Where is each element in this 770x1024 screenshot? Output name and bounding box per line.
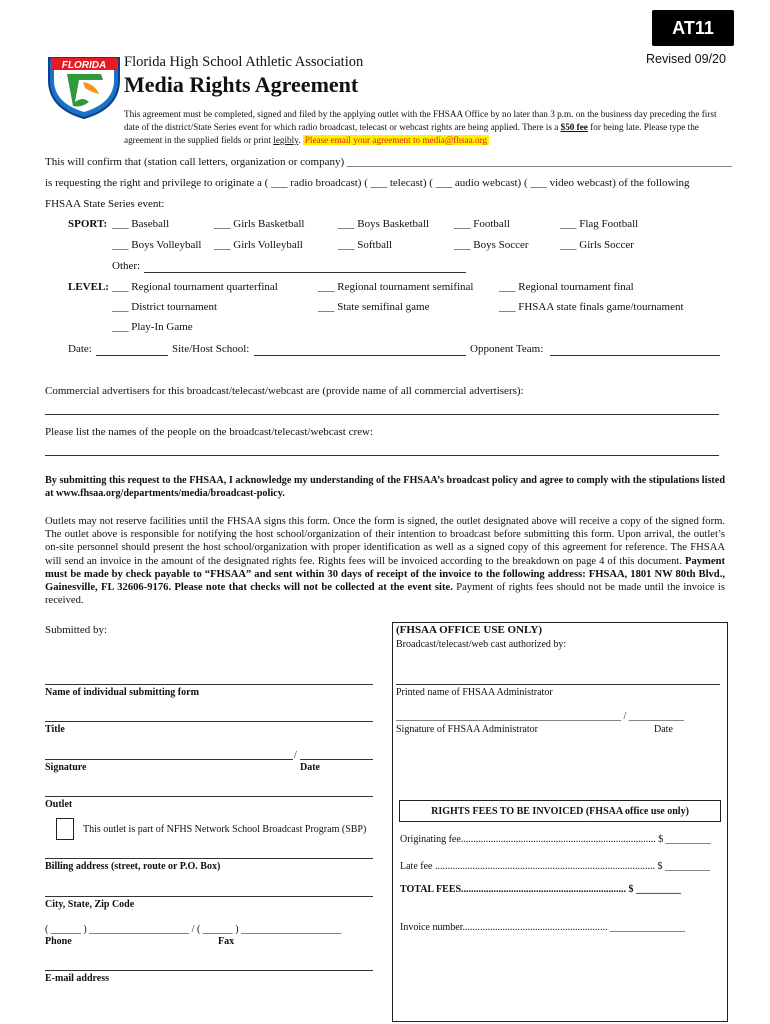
invoice-number-field[interactable]: Invoice number.......................................................... _______________ xyxy=(400,922,685,933)
crew-input[interactable] xyxy=(45,455,719,456)
title-input[interactable] xyxy=(45,721,373,722)
sport-option[interactable]: ___ Football xyxy=(454,218,510,230)
acknowledgement: By submitting this request to the FHSAA, I acknowledge my understanding of the FHSAA’s broadcast policy and agree to comply with the stipulations listed at www.fhsaa.org/departments/media/broadcast-policy. xyxy=(45,475,725,500)
sbp-label: This outlet is part of NFHS Network School Broadcast Program (SBP) xyxy=(83,824,367,835)
level-option[interactable]: ___ District tournament xyxy=(112,301,218,313)
title-label: Title xyxy=(45,724,65,735)
city-label: City, State, Zip Code xyxy=(45,899,135,910)
sbp-checkbox[interactable] xyxy=(56,818,74,840)
sport-option[interactable]: ___ Baseball xyxy=(112,218,170,230)
email-notice: Please email your agreement to media@fhsaa.org xyxy=(304,135,488,145)
outlet-label: Outlet xyxy=(45,799,73,810)
fees-heading: RIGHTS FEES TO BE INVOICED (FHSAA office use only) xyxy=(399,800,721,822)
organization-name: Florida High School Athletic Association xyxy=(124,54,364,70)
name-input[interactable] xyxy=(45,684,373,685)
advertisers-input[interactable] xyxy=(45,414,719,415)
sport-option[interactable]: ___ Boys Soccer xyxy=(454,239,529,251)
sport-option[interactable]: ___ Boys Volleyball xyxy=(112,239,202,251)
level-option[interactable]: ___ Regional tournament semifinal xyxy=(318,281,474,293)
submitted-by-label: Submitted by: xyxy=(45,624,108,636)
level-option[interactable]: ___ FHSAA state finals game/tournament xyxy=(499,301,684,313)
billing-label: Billing address (street, route or P.O. Box) xyxy=(45,861,221,872)
opponent-label: Opponent Team: xyxy=(470,343,544,355)
email-input[interactable] xyxy=(45,970,373,971)
sport-label: SPORT: xyxy=(68,218,108,230)
admin-signature-label: Signature of FHSAA Administrator xyxy=(396,724,538,735)
other-label: Other: xyxy=(112,260,141,272)
admin-name-input[interactable] xyxy=(396,684,720,685)
crew-label: Please list the names of the people on the broadcast/telecast/webcast crew: xyxy=(45,426,374,438)
level-option[interactable]: ___ Play-In Game xyxy=(112,321,193,333)
advertisers-label: Commercial advertisers for this broadcast/telecast/webcast are (provide name of all commercial advertisers): xyxy=(45,385,524,397)
sport-option[interactable]: ___ Girls Basketball xyxy=(214,218,305,230)
level-option[interactable]: ___ Regional tournament quarterfinal xyxy=(112,281,278,293)
request-line[interactable]: is requesting the right and privilege to originate a ( ___ radio broadcast) ( ___ telecast) ( ___ audio webcast) ( ___ video webcast) of the following xyxy=(45,177,690,189)
phone-label: Phone xyxy=(45,936,72,947)
opponent-input[interactable] xyxy=(550,355,720,356)
authorized-label: Broadcast/telecast/web cast authorized by: xyxy=(396,639,567,650)
late-fee-field[interactable]: Late fee ........................................................................................ $ _________ xyxy=(400,861,710,872)
level-label: LEVEL: xyxy=(68,281,109,293)
sport-option[interactable]: ___ Softball xyxy=(338,239,393,251)
name-label: Name of individual submitting form xyxy=(45,687,199,698)
city-input[interactable] xyxy=(45,896,373,897)
sport-option[interactable]: ___ Boys Basketball xyxy=(338,218,430,230)
outlet-input[interactable] xyxy=(45,796,373,797)
billing-input[interactable] xyxy=(45,858,373,859)
phone-fax-input[interactable]: ( ______ ) ____________________ / ( ______ ) ____________________ xyxy=(45,924,342,935)
sign-date-input[interactable] xyxy=(300,759,373,760)
site-input[interactable] xyxy=(254,355,466,356)
admin-signature-input[interactable]: _____________________________________________ / ___________ xyxy=(396,711,684,722)
confirm-line[interactable]: This will confirm that (station call letters, organization or company) ______________________________________________________________________ xyxy=(45,156,732,168)
outlet-terms: Outlets may not reserve facilities until the FHSAA signs this form. Once the form is signed, the outlet designated above will receive a copy of the signed form. The outlet above is responsible for notifying the host school/organization of their intention to broadcast before submitting this form. Upon arrival, the outlet’s on-site personnel should present the host school/organization with proper identification as well as a signed copy of this agreement for reference. The FHSAA will send an invoice in the amount of the designated rights fee. Rights fees will be invoiced according to the breakdown on page 4 of this document. Payment must be made by check payable to “FHSAA” and sent within 30 days of receipt of the invoice to the following address: FHSAA, 1801 NW 80th Blvd., Gainesville, FL 32606-9176. Please note that checks will not be collected at the event site. Payment of rights fees should not be made until the invoice is received. xyxy=(45,516,725,607)
date-input[interactable] xyxy=(96,355,168,356)
other-input[interactable] xyxy=(144,272,466,273)
slash-divider: / xyxy=(294,750,297,761)
sport-option[interactable]: ___ Flag Football xyxy=(560,218,639,230)
event-line: FHSAA State Series event: xyxy=(45,198,165,210)
date-label: Date: xyxy=(68,343,92,355)
late-fee: $50 fee xyxy=(560,122,588,132)
revised-date: Revised 09/20 xyxy=(646,52,726,66)
office-heading: (FHSAA OFFICE USE ONLY) xyxy=(396,624,542,636)
level-option[interactable]: ___ State semifinal game xyxy=(318,301,430,313)
signature-input[interactable] xyxy=(45,759,293,760)
logo-wordmark: FLORIDA xyxy=(61,60,107,71)
admin-name-label: Printed name of FHSAA Administrator xyxy=(396,687,553,698)
sign-date-label: Date xyxy=(300,762,320,773)
page-title: Media Rights Agreement xyxy=(124,72,359,97)
office-use-panel xyxy=(392,622,728,1022)
sport-option[interactable]: ___ Girls Soccer xyxy=(560,239,634,251)
admin-date-label: Date xyxy=(654,724,673,735)
fhsaa-logo xyxy=(45,50,123,120)
originating-fee-field[interactable]: Originating fee.............................................................................. $ _________ xyxy=(400,834,711,845)
signature-label: Signature xyxy=(45,762,87,773)
form-code-badge: AT11 xyxy=(652,10,734,46)
level-option[interactable]: ___ Regional tournament final xyxy=(499,281,634,293)
fax-label: Fax xyxy=(218,936,235,947)
total-fees-field[interactable]: TOTAL FEES.................................................................. $ _________ xyxy=(400,884,682,895)
email-label: E-mail address xyxy=(45,973,109,984)
sport-option[interactable]: ___ Girls Volleyball xyxy=(214,239,303,251)
intro-instructions: This agreement must be completed, signed and filed by the applying outlet with the FHSAA Office by no later than 3 p.m. on the business day preceding the first date of the district/State Series event for which radio broadcast, telecast or webcast rights are being applied. There is a $50 fee for being late. Please type the agreement in the supplied fields or print legibly. Please email your agreement to media@fhsaa.org xyxy=(124,109,717,145)
site-label: Site/Host School: xyxy=(172,343,250,355)
